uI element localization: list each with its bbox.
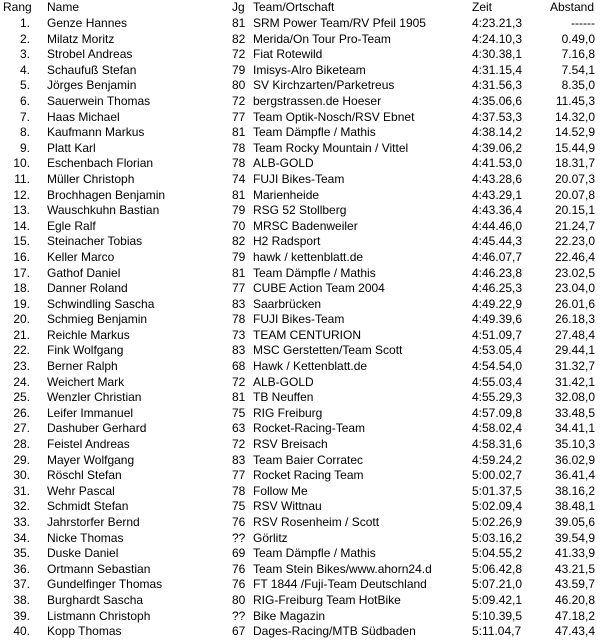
row-jg: 82 bbox=[232, 31, 246, 46]
row-zeit: 4:23.21,3 bbox=[472, 16, 523, 30]
row-zeit: 4:46.25,3 bbox=[472, 281, 523, 296]
row-name: Schmidt Stefan bbox=[47, 499, 129, 514]
row-name: Reichle Markus bbox=[47, 327, 130, 342]
table-row bbox=[0, 312, 600, 328]
row-jg: 77 bbox=[232, 468, 246, 483]
row-zeit: 4:59.24,2 bbox=[472, 452, 523, 467]
row-name: Strobel Andreas bbox=[47, 47, 133, 62]
row-team: Follow Me bbox=[253, 483, 308, 498]
row-team: Rocket-Racing-Team bbox=[253, 421, 366, 436]
row-abstand: 21.24,7 bbox=[554, 218, 595, 233]
row-jg: 77 bbox=[232, 281, 246, 296]
table-row bbox=[0, 375, 600, 391]
row-zeit: 4:38.14,2 bbox=[472, 125, 523, 140]
row-jg: 68 bbox=[232, 359, 246, 374]
row-team: H2 Radsport bbox=[253, 234, 321, 249]
row-zeit: 4:49.39,6 bbox=[472, 312, 523, 327]
table-row bbox=[0, 609, 600, 625]
row-team: TB Neuffen bbox=[253, 390, 314, 405]
header-jg: Jg bbox=[232, 0, 245, 14]
row-zeit: 5:03.16,2 bbox=[472, 530, 523, 545]
row-abstand: 29.44,1 bbox=[554, 343, 595, 358]
row-abstand: 27.48,4 bbox=[554, 327, 595, 342]
row-team: FUJI Bikes-Team bbox=[253, 312, 345, 327]
row-jg: 67 bbox=[232, 624, 246, 639]
row-team: ALB-GOLD bbox=[253, 156, 314, 171]
row-name: Kopp Thomas bbox=[47, 624, 122, 639]
row-name: Mayer Wolfgang bbox=[47, 452, 135, 467]
row-zeit: 5:11.04,7 bbox=[472, 624, 522, 639]
table-row bbox=[0, 234, 600, 250]
row-zeit: 5:07.21,0 bbox=[472, 577, 523, 592]
row-abstand: 0.49,0 bbox=[561, 31, 595, 46]
row-team: Team Dämpfle / Mathis bbox=[253, 125, 376, 140]
row-name: Feistel Andreas bbox=[47, 437, 130, 452]
row-zeit: 4:43.28,6 bbox=[472, 171, 523, 186]
row-rang: 4. bbox=[19, 62, 30, 77]
row-team: Team Rocky Mountain / Vittel bbox=[253, 140, 409, 155]
row-jg: 81 bbox=[232, 187, 246, 202]
row-zeit: 4:30.38,1 bbox=[472, 47, 523, 62]
row-name: Steinacher Tobias bbox=[47, 234, 143, 249]
table-row bbox=[0, 172, 600, 188]
row-name: Berner Ralph bbox=[47, 359, 118, 374]
row-zeit: 5:01.37,5 bbox=[472, 483, 523, 498]
row-zeit: 4:54.54,0 bbox=[472, 359, 523, 374]
row-abstand: 41.33,9 bbox=[554, 546, 595, 561]
row-team: TEAM CENTURION bbox=[253, 327, 361, 342]
row-jg: 69 bbox=[232, 546, 246, 561]
row-team: bergstrassen.de Hoeser bbox=[253, 93, 382, 108]
row-zeit: 4:24.10,3 bbox=[472, 31, 523, 46]
row-abstand: 18.31,7 bbox=[554, 156, 595, 171]
row-name: Schmieg Benjamin bbox=[47, 312, 148, 327]
row-abstand: 20.07,3 bbox=[554, 171, 595, 186]
table-row bbox=[0, 188, 600, 204]
table-row bbox=[0, 406, 600, 422]
row-jg: 72 bbox=[232, 93, 246, 108]
table-row bbox=[0, 78, 600, 94]
header-zeit: Zeit bbox=[472, 0, 493, 14]
row-team: MRSC Badenweiler bbox=[253, 218, 358, 233]
table-row bbox=[0, 468, 600, 484]
row-abstand: 8.35,0 bbox=[561, 78, 595, 93]
row-abstand: 39.54,9 bbox=[554, 530, 595, 545]
table-row bbox=[0, 16, 600, 32]
table-row bbox=[0, 63, 600, 79]
row-zeit: 4:53.05,4 bbox=[472, 343, 523, 358]
row-name: Wauschkuhn Bastian bbox=[47, 203, 160, 218]
row-team: RIG Freiburg bbox=[253, 405, 323, 420]
table-row bbox=[0, 141, 600, 157]
table-row bbox=[0, 343, 600, 359]
row-name: Burghardt Sascha bbox=[47, 592, 144, 607]
row-abstand: 33.48,5 bbox=[554, 405, 595, 420]
table-row bbox=[0, 453, 600, 469]
row-rang: 22. bbox=[13, 343, 30, 358]
row-abstand: 38.48,1 bbox=[554, 499, 595, 514]
row-zeit: 4:46.23,8 bbox=[472, 265, 523, 280]
row-zeit: 4:43.29,1 bbox=[472, 187, 523, 202]
row-name: Gathof Daniel bbox=[47, 265, 121, 280]
row-name: Genze Hannes bbox=[47, 16, 128, 30]
row-rang: 6. bbox=[19, 93, 30, 108]
row-jg: 78 bbox=[232, 156, 246, 171]
row-team: Rocket Racing Team bbox=[253, 468, 364, 483]
table-row bbox=[0, 359, 600, 375]
row-zeit: 4:39.06,2 bbox=[472, 140, 523, 155]
row-rang: 37. bbox=[13, 577, 30, 592]
table-row bbox=[0, 421, 600, 437]
header-rang: Rang bbox=[3, 0, 32, 14]
row-abstand: 14.32,0 bbox=[554, 109, 595, 124]
row-abstand: 20.15,1 bbox=[554, 203, 595, 218]
row-zeit: 5:02.26,9 bbox=[472, 515, 523, 529]
row-abstand: 22.23,0 bbox=[554, 234, 595, 249]
row-rang: 35. bbox=[13, 546, 30, 561]
table-row bbox=[0, 110, 600, 126]
row-abstand: ------ bbox=[571, 16, 595, 30]
row-name: Leifer Immanuel bbox=[47, 405, 134, 420]
row-jg: 70 bbox=[232, 218, 246, 233]
row-jg: 81 bbox=[232, 125, 246, 140]
row-name: Haas Michael bbox=[47, 109, 120, 124]
header-name: Name bbox=[47, 0, 80, 14]
row-team: Bike Magazin bbox=[253, 608, 326, 623]
row-abstand: 47.43,4 bbox=[554, 624, 595, 639]
row-zeit: 4:44.46,0 bbox=[472, 218, 523, 233]
row-zeit: 5:02.09,4 bbox=[472, 499, 523, 514]
row-abstand: 22.46,4 bbox=[554, 249, 595, 264]
row-abstand: 35.10,3 bbox=[554, 437, 595, 452]
row-rang: 18. bbox=[13, 281, 30, 296]
row-abstand: 15.44,9 bbox=[554, 140, 595, 155]
row-jg: 78 bbox=[232, 312, 246, 327]
row-jg: 79 bbox=[232, 203, 246, 218]
row-zeit: 4:58.02,4 bbox=[472, 421, 523, 436]
row-abstand: 43.21,5 bbox=[554, 561, 595, 576]
table-row bbox=[0, 593, 600, 609]
header-team: Team/Ortschaft bbox=[253, 0, 335, 14]
row-rang: 30. bbox=[13, 468, 30, 483]
table-row bbox=[0, 484, 600, 500]
row-jg: 81 bbox=[232, 16, 246, 30]
row-team: Fiat Rotewild bbox=[253, 47, 323, 62]
row-abstand: 20.07,8 bbox=[554, 187, 595, 202]
table-row bbox=[0, 577, 600, 593]
row-jg: ?? bbox=[232, 530, 246, 545]
row-zeit: 4:41.53,0 bbox=[472, 156, 523, 171]
row-team: RSV Breisach bbox=[253, 437, 328, 452]
row-abstand: 36.02,9 bbox=[554, 452, 595, 467]
row-team: Imisys-Alro Biketeam bbox=[253, 62, 366, 77]
row-jg: ?? bbox=[232, 608, 246, 623]
row-name: Danner Roland bbox=[47, 281, 128, 296]
row-jg: 78 bbox=[232, 483, 246, 498]
row-name: Gundelfinger Thomas bbox=[47, 577, 163, 592]
row-rang: 38. bbox=[13, 592, 30, 607]
row-rang: 8. bbox=[19, 125, 30, 140]
row-zeit: 4:49.22,9 bbox=[472, 296, 523, 311]
row-name: Jahrstorfer Bernd bbox=[47, 515, 140, 529]
row-rang: 23. bbox=[13, 359, 30, 374]
row-jg: 72 bbox=[232, 47, 246, 62]
row-abstand: 7.16,8 bbox=[561, 47, 595, 62]
row-zeit: 5:00.02,7 bbox=[472, 468, 523, 483]
row-team: Team Dämpfle / Mathis bbox=[253, 265, 376, 280]
row-rang: 5. bbox=[19, 78, 30, 93]
row-team: SV Kirchzarten/Parketreus bbox=[253, 78, 395, 93]
row-jg: 83 bbox=[232, 343, 246, 358]
row-team: Görlitz bbox=[253, 530, 288, 545]
row-zeit: 4:35.06,6 bbox=[472, 93, 523, 108]
row-jg: 75 bbox=[232, 405, 246, 420]
table-row bbox=[0, 250, 600, 266]
row-team: RSV Wittnau bbox=[253, 499, 322, 514]
row-rang: 9. bbox=[19, 140, 30, 155]
row-rang: 17. bbox=[13, 265, 30, 280]
row-jg: 82 bbox=[232, 234, 246, 249]
row-rang: 31. bbox=[13, 483, 30, 498]
row-team: Team Optik-Nosch/RSV Ebnet bbox=[253, 109, 415, 124]
row-zeit: 4:31.56,3 bbox=[472, 78, 523, 93]
row-zeit: 4:45.44,3 bbox=[472, 234, 523, 249]
header-abstand: Abstand bbox=[550, 0, 595, 14]
row-jg: 76 bbox=[232, 561, 246, 576]
row-name: Listmann Christoph bbox=[47, 608, 151, 623]
row-rang: 20. bbox=[13, 312, 30, 327]
row-rang: 1. bbox=[19, 16, 30, 30]
row-team: FT 1844 /Fuji-Team Deutschland bbox=[253, 577, 427, 592]
row-name: Fink Wolfgang bbox=[47, 343, 124, 358]
row-name: Ortmann Sebastian bbox=[47, 561, 151, 576]
table-row bbox=[0, 562, 600, 578]
row-abstand: 32.08,0 bbox=[554, 390, 595, 405]
row-team: ALB-GOLD bbox=[253, 374, 314, 389]
row-name: Egle Ralf bbox=[47, 218, 96, 233]
row-team: Team Stein Bikes/www.ahorn24.d bbox=[253, 561, 432, 576]
row-rang: 26. bbox=[13, 405, 30, 420]
row-abstand: 11.45,3 bbox=[555, 93, 595, 108]
table-row bbox=[0, 266, 600, 282]
table-row bbox=[0, 515, 600, 531]
table-row bbox=[0, 281, 600, 297]
table-row bbox=[0, 499, 600, 515]
row-rang: 7. bbox=[19, 109, 30, 124]
row-name: Keller Marco bbox=[47, 249, 115, 264]
row-zeit: 4:57.09,8 bbox=[472, 405, 523, 420]
row-abstand: 26.01,6 bbox=[554, 296, 595, 311]
table-body bbox=[0, 16, 600, 640]
row-zeit: 4:58.31,6 bbox=[472, 437, 523, 452]
table-row bbox=[0, 390, 600, 406]
row-rang: 16. bbox=[13, 249, 30, 264]
row-zeit: 4:31.15,4 bbox=[472, 62, 523, 77]
row-rang: 29. bbox=[13, 452, 30, 467]
row-name: Nicke Thomas bbox=[47, 530, 124, 545]
row-jg: 76 bbox=[232, 577, 246, 592]
row-jg: 80 bbox=[232, 78, 246, 93]
table-row bbox=[0, 219, 600, 235]
row-rang: 12. bbox=[13, 187, 30, 202]
row-jg: 75 bbox=[232, 499, 246, 514]
row-abstand: 31.42,1 bbox=[554, 374, 595, 389]
row-team: MSC Gerstetten/Team Scott bbox=[253, 343, 403, 358]
row-team: hawk / kettenblatt.de bbox=[253, 249, 364, 264]
row-team: RIG-Freiburg Team HotBike bbox=[253, 592, 401, 607]
row-abstand: 39.05,6 bbox=[554, 515, 595, 529]
row-jg: 72 bbox=[232, 374, 246, 389]
row-rang: 15. bbox=[13, 234, 30, 249]
row-abstand: 47.18,2 bbox=[554, 608, 595, 623]
row-team: Team Baier Corratec bbox=[253, 452, 364, 467]
row-rang: 36. bbox=[13, 561, 30, 576]
row-zeit: 5:06.42,8 bbox=[472, 561, 523, 576]
row-jg: 81 bbox=[232, 390, 246, 405]
row-abstand: 43.59,7 bbox=[554, 577, 595, 592]
row-jg: 78 bbox=[232, 140, 246, 155]
row-name: Brochhagen Benjamin bbox=[47, 187, 166, 202]
table-header bbox=[0, 0, 600, 16]
row-rang: 40. bbox=[13, 624, 30, 639]
row-jg: 83 bbox=[232, 296, 246, 311]
row-zeit: 4:55.03,4 bbox=[472, 374, 523, 389]
table-row bbox=[0, 624, 600, 640]
row-jg: 77 bbox=[232, 109, 246, 124]
row-rang: 11. bbox=[14, 171, 30, 186]
row-team: Saarbrücken bbox=[253, 296, 322, 311]
row-rang: 39. bbox=[13, 608, 30, 623]
row-jg: 81 bbox=[232, 265, 246, 280]
row-name: Kaufmann Markus bbox=[47, 125, 145, 140]
table-row bbox=[0, 328, 600, 344]
row-zeit: 5:04.55,2 bbox=[472, 546, 523, 561]
row-name: Duske Daniel bbox=[47, 546, 119, 561]
row-rang: 10. bbox=[13, 156, 30, 171]
row-rang: 13. bbox=[13, 203, 30, 218]
row-team: FUJI Bikes-Team bbox=[253, 171, 345, 186]
row-name: Platt Karl bbox=[47, 140, 96, 155]
row-team: CUBE Action Team 2004 bbox=[253, 281, 385, 296]
row-name: Schaufuß Stefan bbox=[47, 62, 137, 77]
row-name: Sauerwein Thomas bbox=[47, 93, 151, 108]
row-rang: 34. bbox=[13, 530, 30, 545]
row-rang: 19. bbox=[13, 296, 30, 311]
row-zeit: 4:55.29,3 bbox=[472, 390, 523, 405]
row-jg: 63 bbox=[232, 421, 246, 436]
row-abstand: 26.18,3 bbox=[554, 312, 595, 327]
row-rang: 21. bbox=[13, 327, 30, 342]
table-row bbox=[0, 47, 600, 63]
table-row bbox=[0, 156, 600, 172]
row-zeit: 4:51.09,7 bbox=[472, 327, 523, 342]
row-abstand: 46.20,8 bbox=[554, 592, 595, 607]
row-team: RSG 52 Stollberg bbox=[253, 203, 347, 218]
row-team: Hawk / Kettenblatt.de bbox=[253, 359, 368, 374]
row-rang: 24. bbox=[13, 374, 30, 389]
row-rang: 28. bbox=[13, 437, 30, 452]
row-abstand: 23.02,5 bbox=[554, 265, 595, 280]
row-abstand: 36.41,4 bbox=[554, 468, 595, 483]
row-rang: 3. bbox=[19, 47, 30, 62]
row-name: Schwindling Sascha bbox=[47, 296, 155, 311]
row-rang: 27. bbox=[13, 421, 30, 436]
row-rang: 32. bbox=[13, 499, 30, 514]
table-row bbox=[0, 297, 600, 313]
row-name: Wehr Pascal bbox=[47, 483, 115, 498]
row-name: Dashuber Gerhard bbox=[47, 421, 147, 436]
table-row bbox=[0, 531, 600, 547]
row-abstand: 34.41,1 bbox=[554, 421, 595, 436]
table-row bbox=[0, 32, 600, 48]
row-jg: 80 bbox=[232, 592, 246, 607]
row-jg: 83 bbox=[232, 452, 246, 467]
row-rang: 2. bbox=[19, 31, 30, 46]
table-row bbox=[0, 94, 600, 110]
row-name: Jörges Benjamin bbox=[47, 78, 137, 93]
row-team: Merida/On Tour Pro-Team bbox=[253, 31, 391, 46]
row-jg: 73 bbox=[232, 327, 246, 342]
row-name: Milatz Moritz bbox=[47, 31, 115, 46]
row-team: SRM Power Team/RV Pfeil 1905 bbox=[253, 16, 426, 30]
row-team: Marienheide bbox=[253, 187, 320, 202]
row-rang: 25. bbox=[13, 390, 30, 405]
row-team: RSV Rosenheim / Scott bbox=[253, 515, 380, 529]
table-row bbox=[0, 546, 600, 562]
row-name: Eschenbach Florian bbox=[47, 156, 154, 171]
row-name: Wenzler Christian bbox=[47, 390, 142, 405]
row-name: Röschl Stefan bbox=[47, 468, 122, 483]
table-row bbox=[0, 203, 600, 219]
row-name: Müller Christoph bbox=[47, 171, 135, 186]
row-abstand: 7.54,1 bbox=[561, 62, 595, 77]
row-rang: 33. bbox=[13, 515, 30, 529]
row-jg: 79 bbox=[232, 62, 246, 77]
row-jg: 79 bbox=[232, 249, 246, 264]
row-jg: 74 bbox=[232, 171, 246, 186]
table-row bbox=[0, 437, 600, 453]
row-zeit: 4:43.36,4 bbox=[472, 203, 523, 218]
row-abstand: 31.32,7 bbox=[554, 359, 595, 374]
row-team: Team Dämpfle / Mathis bbox=[253, 546, 376, 561]
table-row bbox=[0, 125, 600, 141]
row-abstand: 23.04,0 bbox=[554, 281, 595, 296]
row-zeit: 4:46.07,7 bbox=[472, 249, 523, 264]
row-zeit: 5:09.42,1 bbox=[472, 592, 523, 607]
row-name: Weichert Mark bbox=[47, 374, 125, 389]
row-jg: 76 bbox=[232, 515, 246, 529]
row-abstand: 14.52,9 bbox=[554, 125, 595, 140]
row-rang: 14. bbox=[13, 218, 30, 233]
row-zeit: 4:37.53,3 bbox=[472, 109, 523, 124]
row-abstand: 38.16,2 bbox=[554, 483, 595, 498]
row-team: Dages-Racing/MTB Südbaden bbox=[253, 624, 416, 639]
row-jg: 72 bbox=[232, 437, 246, 452]
row-zeit: 5:10.39,5 bbox=[472, 608, 523, 623]
